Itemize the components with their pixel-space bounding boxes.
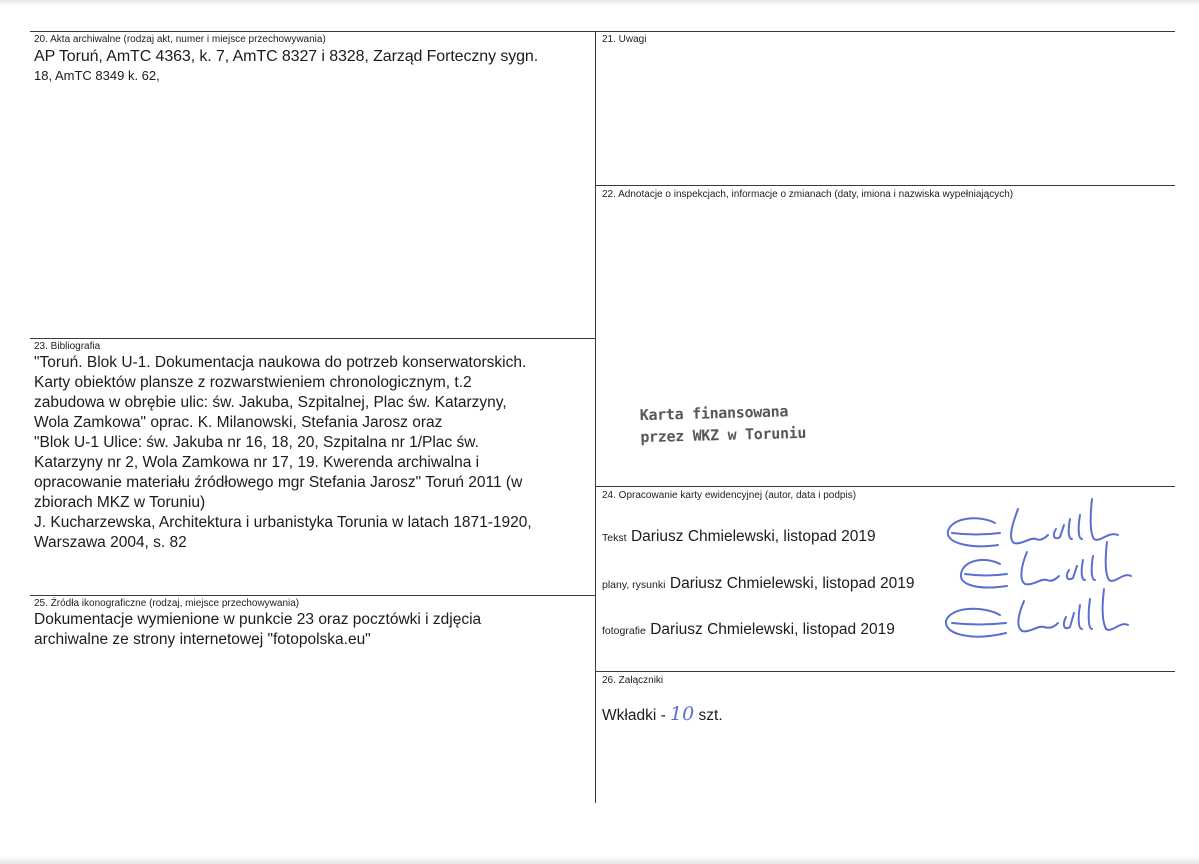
bibliography-line: Warszawa 2004, s. 82 (34, 534, 187, 551)
scan-edge-bottom (0, 856, 1199, 864)
section-20-label: 20. Akta archiwalne (rodzaj akt, numer i miejsce przechowywania) (34, 34, 326, 45)
signature-3-icon (940, 585, 1140, 645)
section-25-label: 25. Źródła ikonograficzne (rodzaj, miejsce przechowywania) (34, 598, 300, 609)
iconographic-line-1: Dokumentacje wymienione w punkcie 23 oraz pocztówki i zdjęcia (34, 611, 482, 628)
frame-top-line (30, 31, 1175, 32)
author-row-plans (602, 575, 915, 593)
attachments-prefix: Wkładki - (602, 707, 666, 724)
bibliography-line: "Toruń. Blok U-1. Dokumentacja naukowa do potrzeb konserwatorskich. (34, 354, 527, 371)
author-row-value: Dariusz Chmielewski, listopad 2019 (630, 528, 876, 545)
section-20-content (34, 47, 594, 85)
section-22-label: 22. Adnotacje o inspekcjach, informacje o zmianach (daty, imiona i nazwiska wypełniających) (602, 189, 1014, 200)
author-row-value: Dariusz Chmielewski, listopad 2019 (669, 575, 915, 592)
bibliography-line: Wola Zamkowa" oprac. K. Milanowski, Stefania Jarosz oraz (34, 414, 443, 431)
divider-20-23 (30, 338, 595, 339)
divider-21-22 (596, 185, 1175, 186)
attachments-content (602, 704, 723, 726)
author-row-prefix: fotografie (602, 625, 646, 637)
author-row-photos (602, 621, 895, 639)
attachments-count: 10 (670, 703, 695, 725)
section-26-label: 26. Załączniki (602, 675, 664, 686)
section-24-label: 24. Opracowanie karty ewidencyjnej (autor, data i podpis) (602, 490, 857, 501)
author-row-value: Dariusz Chmielewski, listopad 2019 (650, 621, 895, 638)
bibliography-content (34, 353, 594, 553)
frame-vertical-divider (595, 31, 596, 803)
attachments-suffix: szt. (698, 707, 723, 724)
scan-edge-top (0, 0, 1199, 6)
bibliography-line: zbiorach MKZ w Toruniu) (34, 494, 206, 511)
section-23-label: 23. Bibliografia (34, 341, 101, 352)
funding-stamp (639, 400, 806, 448)
archive-records-line-2: 18, AmTC 8349 k. 62, (34, 68, 160, 83)
divider-24-26 (596, 671, 1175, 672)
stamp-line-2: przez WKZ w Toruniu (640, 423, 807, 447)
bibliography-line: Katarzyny nr 2, Wola Zamkowa nr 17, 19. Kwerenda archiwalna i (34, 454, 480, 471)
archive-records-line-1: AP Toruń, AmTC 4363, k. 7, AmTC 8327 i 8328, Zarząd Forteczny sygn. (34, 48, 539, 65)
bibliography-line: opracowanie materiału źródłowego mgr Stefania Jarosz" Toruń 2011 (w (34, 474, 523, 491)
stamp-line-1: Karta finansowana (639, 402, 789, 425)
divider-22-24 (596, 486, 1175, 487)
divider-23-25 (30, 595, 595, 596)
author-row-prefix: Tekst (602, 532, 627, 544)
bibliography-line: J. Kucharzewska, Architektura i urbanistyka Torunia w latach 1871-1920, (34, 514, 532, 531)
bibliography-line: zabudowa w obrębie ulic: św. Jakuba, Szpitalnej, Plac św. Katarzyny, (34, 394, 507, 411)
bibliography-line: "Blok U-1 Ulice: św. Jakuba nr 16, 18, 20, Szpitalna nr 1/Plac św. (34, 434, 479, 451)
author-row-prefix: plany, rysunki (602, 579, 666, 591)
iconographic-sources-content (34, 610, 594, 650)
author-row-text (602, 528, 876, 546)
section-21-label: 21. Uwagi (602, 34, 647, 45)
bibliography-line: Karty obiektów plansze z rozwarstwieniem chronologicznym, t.2 (34, 374, 472, 391)
iconographic-line-2: archiwalne ze strony internetowej "fotopolska.eu" (34, 631, 371, 648)
